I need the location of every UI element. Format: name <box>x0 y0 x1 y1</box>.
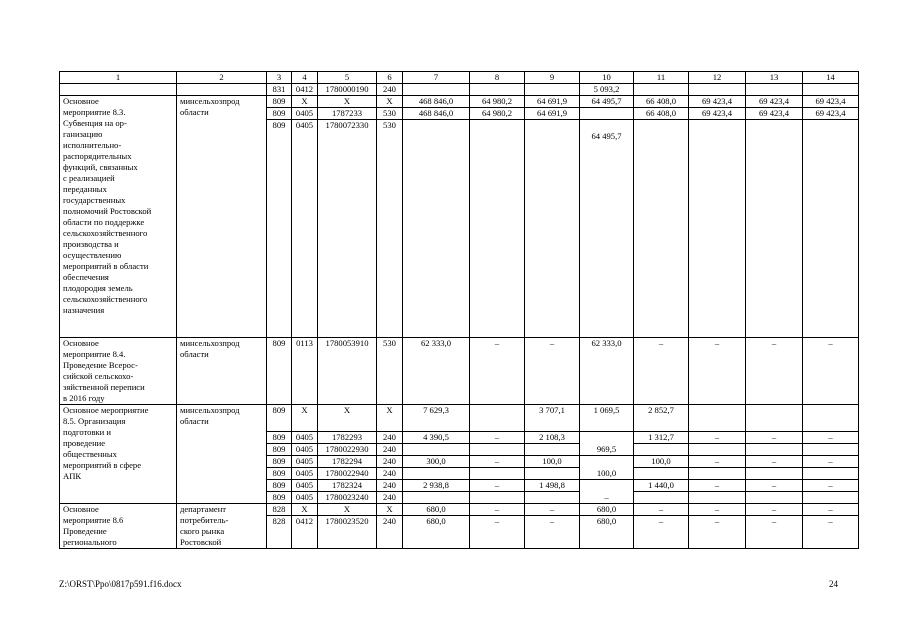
table-cell: – <box>689 338 746 405</box>
header-cell: 5 <box>318 72 377 84</box>
table-cell: 0405 <box>292 456 318 468</box>
table-cell: 680,0 <box>403 504 470 516</box>
table-cell: Х <box>377 504 403 516</box>
header-cell: 12 <box>689 72 746 84</box>
table-cell: 5 093,2 <box>580 84 634 96</box>
table-cell <box>746 120 803 338</box>
table-cell: 240 <box>377 468 403 480</box>
table-cell: – <box>803 432 859 444</box>
table-cell: 1780023240 <box>318 492 377 504</box>
table-row <box>60 84 859 96</box>
table-cell: 0405 <box>292 492 318 504</box>
table-cell: 530 <box>377 338 403 405</box>
table-cell <box>689 405 746 432</box>
table-cell: 809 <box>267 96 292 108</box>
table-cell: Х <box>318 405 377 432</box>
table-cell <box>746 444 803 456</box>
table-cell: 240 <box>377 456 403 468</box>
table-cell: – <box>525 504 580 516</box>
table-cell: Х <box>292 96 318 108</box>
table-cell <box>634 444 689 456</box>
executor-cell: минсельхозпрод области <box>177 96 267 338</box>
table-cell <box>177 84 267 96</box>
table-cell <box>525 468 580 480</box>
header-cell: 10 <box>580 72 634 84</box>
table-cell <box>403 120 470 338</box>
table-cell: – <box>634 516 689 549</box>
table-cell: 240 <box>377 516 403 549</box>
table-cell <box>60 84 177 96</box>
header-cell: 1 <box>60 72 177 84</box>
table-cell: 1780000190 <box>318 84 377 96</box>
table-cell <box>525 444 580 456</box>
table-cell <box>689 120 746 338</box>
table-cell: 69 423,4 <box>746 108 803 120</box>
table-cell: 240 <box>377 480 403 492</box>
header-cell: 7 <box>403 72 470 84</box>
header-cell: 9 <box>525 72 580 84</box>
table-cell: 1780023520 <box>318 516 377 549</box>
table-cell <box>803 84 859 96</box>
table-cell: 240 <box>377 492 403 504</box>
table-cell: 240 <box>377 84 403 96</box>
table-cell: 69 423,4 <box>803 108 859 120</box>
table-cell <box>525 492 580 504</box>
table-cell: – <box>746 480 803 492</box>
table-cell: 809 <box>267 405 292 432</box>
table-cell: 100,0 <box>525 456 580 468</box>
table-cell: 828 <box>267 516 292 549</box>
table-cell <box>689 468 746 480</box>
table-cell <box>525 84 580 96</box>
table-cell <box>689 492 746 504</box>
table-cell: 809 <box>267 444 292 456</box>
activity-description: Основное мероприятие 8.6 Проведение регионального <box>60 504 177 549</box>
table-cell <box>470 120 525 338</box>
table-cell: Х <box>377 405 403 432</box>
table-cell: 0412 <box>292 84 318 96</box>
table-cell: – <box>634 504 689 516</box>
table-cell: – <box>470 456 525 468</box>
table-header-row <box>60 72 859 84</box>
table-cell: – <box>525 516 580 549</box>
table-cell: 64 980,2 <box>470 108 525 120</box>
table-row <box>60 504 859 516</box>
table-row <box>60 405 859 432</box>
table-cell: 0405 <box>292 468 318 480</box>
table-cell: 1 440,0 <box>634 480 689 492</box>
table-cell <box>803 444 859 456</box>
executor-cell: департамент потребитель- ского рынка Ростовской <box>177 504 267 549</box>
table-cell: 4 390,5 <box>403 432 470 444</box>
header-cell: 4 <box>292 72 318 84</box>
table-cell: 809 <box>267 108 292 120</box>
table-cell: – <box>746 456 803 468</box>
table-cell: – <box>470 432 525 444</box>
table-cell: – <box>803 516 859 549</box>
table-cell <box>470 468 525 480</box>
table-cell: – <box>689 456 746 468</box>
table-cell <box>803 405 859 432</box>
activity-description: Основное мероприятие 8.4. Проведение Всерос- сийской сельскохо- зяйственной переписи в 2016 году <box>60 338 177 405</box>
table-cell: Х <box>377 96 403 108</box>
table-cell <box>634 468 689 480</box>
table-cell: 66 408,0 <box>634 96 689 108</box>
table-cell: – <box>525 338 580 405</box>
table-cell <box>470 444 525 456</box>
table-cell: 0113 <box>292 338 318 405</box>
table-cell: – <box>803 338 859 405</box>
table-cell: – <box>746 432 803 444</box>
header-cell: 6 <box>377 72 403 84</box>
table-cell: – <box>803 480 859 492</box>
table-row <box>60 338 859 405</box>
table-cell: 809 <box>267 432 292 444</box>
activity-description: Основное мероприятие 8.3. Субвенция на ор- ганизацию исполнительно- распорядительных функций, связанных с реализацией переданных государственных полномочий Ростовской области по поддержке сельскохозяйственного производства и осуществлению мероприятий в области обеспечения плодородия земель сельскохозяйственного назначения <box>60 96 177 338</box>
table-cell <box>470 84 525 96</box>
table-cell: 828 <box>267 504 292 516</box>
table-cell: 1 498,8 <box>525 480 580 492</box>
table-cell <box>470 405 525 432</box>
table-cell: 64 691,9 <box>525 108 580 120</box>
table-cell <box>803 468 859 480</box>
budget-table <box>59 71 859 549</box>
table-cell: 809 <box>267 456 292 468</box>
table-cell: 680,0 <box>580 504 634 516</box>
table-cell <box>634 84 689 96</box>
table-cell: – <box>746 504 803 516</box>
table-cell: 0405 <box>292 444 318 456</box>
table-cell: 300,0 <box>403 456 470 468</box>
table-cell: 468 846,0 <box>403 96 470 108</box>
table-cell <box>403 84 470 96</box>
table-cell: 831 <box>267 84 292 96</box>
table-cell <box>803 120 859 338</box>
table-cell: 1782293 <box>318 432 377 444</box>
table-cell <box>746 468 803 480</box>
header-cell: 3 <box>267 72 292 84</box>
table-cell: 3 707,1 <box>525 405 580 432</box>
table-cell: 680,0 <box>403 516 470 549</box>
table-cell: 240 <box>377 432 403 444</box>
table-cell: 100,0 <box>634 456 689 468</box>
table-row <box>60 96 859 108</box>
table-cell: – <box>580 480 634 504</box>
table-cell: 64 980,2 <box>470 96 525 108</box>
table-cell: Х <box>318 96 377 108</box>
table-cell <box>746 405 803 432</box>
table-cell: 1 069,5 <box>580 405 634 432</box>
table-cell: – <box>746 338 803 405</box>
table-cell: 1782294 <box>318 456 377 468</box>
table-cell <box>580 108 634 120</box>
table-cell <box>403 444 470 456</box>
table-cell: 64 495,7 <box>580 96 634 108</box>
table-cell: 64 691,9 <box>525 96 580 108</box>
table-cell: 1780053910 <box>318 338 377 405</box>
table-cell: 7 629,3 <box>403 405 470 432</box>
file-path: Z:\ORST\Ppo\0817p591.f16.docx <box>59 579 182 589</box>
table-cell <box>470 492 525 504</box>
table-cell <box>803 492 859 504</box>
table-cell: 809 <box>267 480 292 492</box>
table-cell: – <box>689 432 746 444</box>
table-cell: 468 846,0 <box>403 108 470 120</box>
page-number: 24 <box>829 579 838 589</box>
table-cell: 100,0 <box>580 456 634 480</box>
header-cell: 2 <box>177 72 267 84</box>
table-cell: Х <box>292 504 318 516</box>
table-cell <box>746 84 803 96</box>
table-cell: 69 423,4 <box>803 96 859 108</box>
table-cell: 62 333,0 <box>580 338 634 405</box>
table-cell: – <box>803 504 859 516</box>
table-cell: 809 <box>267 492 292 504</box>
table-cell: Х <box>318 504 377 516</box>
table-cell: 2 938,8 <box>403 480 470 492</box>
table-cell: 0405 <box>292 108 318 120</box>
table-cell <box>689 84 746 96</box>
header-cell: 13 <box>746 72 803 84</box>
header-cell: 14 <box>803 72 859 84</box>
table-cell: 0405 <box>292 432 318 444</box>
table-cell: 969,5 <box>580 432 634 456</box>
table-cell: 240 <box>377 444 403 456</box>
header-cell: 11 <box>634 72 689 84</box>
header-cell: 8 <box>470 72 525 84</box>
table-cell: 0412 <box>292 516 318 549</box>
table-cell: 64 495,7 <box>580 120 634 338</box>
table-cell: 69 423,4 <box>689 108 746 120</box>
executor-cell: минсельхозпрод области <box>177 405 267 504</box>
table-cell: 69 423,4 <box>746 96 803 108</box>
table-cell: 1780022930 <box>318 444 377 456</box>
table-cell: 809 <box>267 468 292 480</box>
table-cell: 1787233 <box>318 108 377 120</box>
table-cell: – <box>689 504 746 516</box>
table-cell: – <box>746 516 803 549</box>
table-cell: 809 <box>267 120 292 338</box>
table-cell: 66 408,0 <box>634 108 689 120</box>
activity-description: Основное мероприятие 8.5. Организация подготовки и проведение общественных мероприятий в сфере АПК <box>60 405 177 504</box>
table-cell: 1780022940 <box>318 468 377 480</box>
table-cell <box>525 120 580 338</box>
table-cell <box>403 492 470 504</box>
table-cell: 809 <box>267 338 292 405</box>
table-cell: – <box>470 338 525 405</box>
table-cell: – <box>634 338 689 405</box>
table-cell: – <box>470 516 525 549</box>
table-cell <box>689 444 746 456</box>
table-cell: 2 108,3 <box>525 432 580 444</box>
table-cell <box>403 468 470 480</box>
table-cell: – <box>689 480 746 492</box>
table-cell: 0405 <box>292 120 318 338</box>
table-cell: 530 <box>377 108 403 120</box>
table-cell: – <box>803 456 859 468</box>
table-cell: 62 333,0 <box>403 338 470 405</box>
table-cell: 680,0 <box>580 516 634 549</box>
table-cell <box>634 120 689 338</box>
table-cell: 1782324 <box>318 480 377 492</box>
table-cell: 530 <box>377 120 403 338</box>
table-cell: 69 423,4 <box>689 96 746 108</box>
table-cell <box>634 492 689 504</box>
table-cell: – <box>470 480 525 492</box>
table-cell: 2 852,7 <box>634 405 689 432</box>
executor-cell: минсельхозпрод области <box>177 338 267 405</box>
table-cell: Х <box>292 405 318 432</box>
table-cell: 0405 <box>292 480 318 492</box>
table-cell <box>746 492 803 504</box>
table-cell: – <box>689 516 746 549</box>
table-cell: 1780072330 <box>318 120 377 338</box>
table-cell: – <box>470 504 525 516</box>
table-cell: 1 312,7 <box>634 432 689 444</box>
